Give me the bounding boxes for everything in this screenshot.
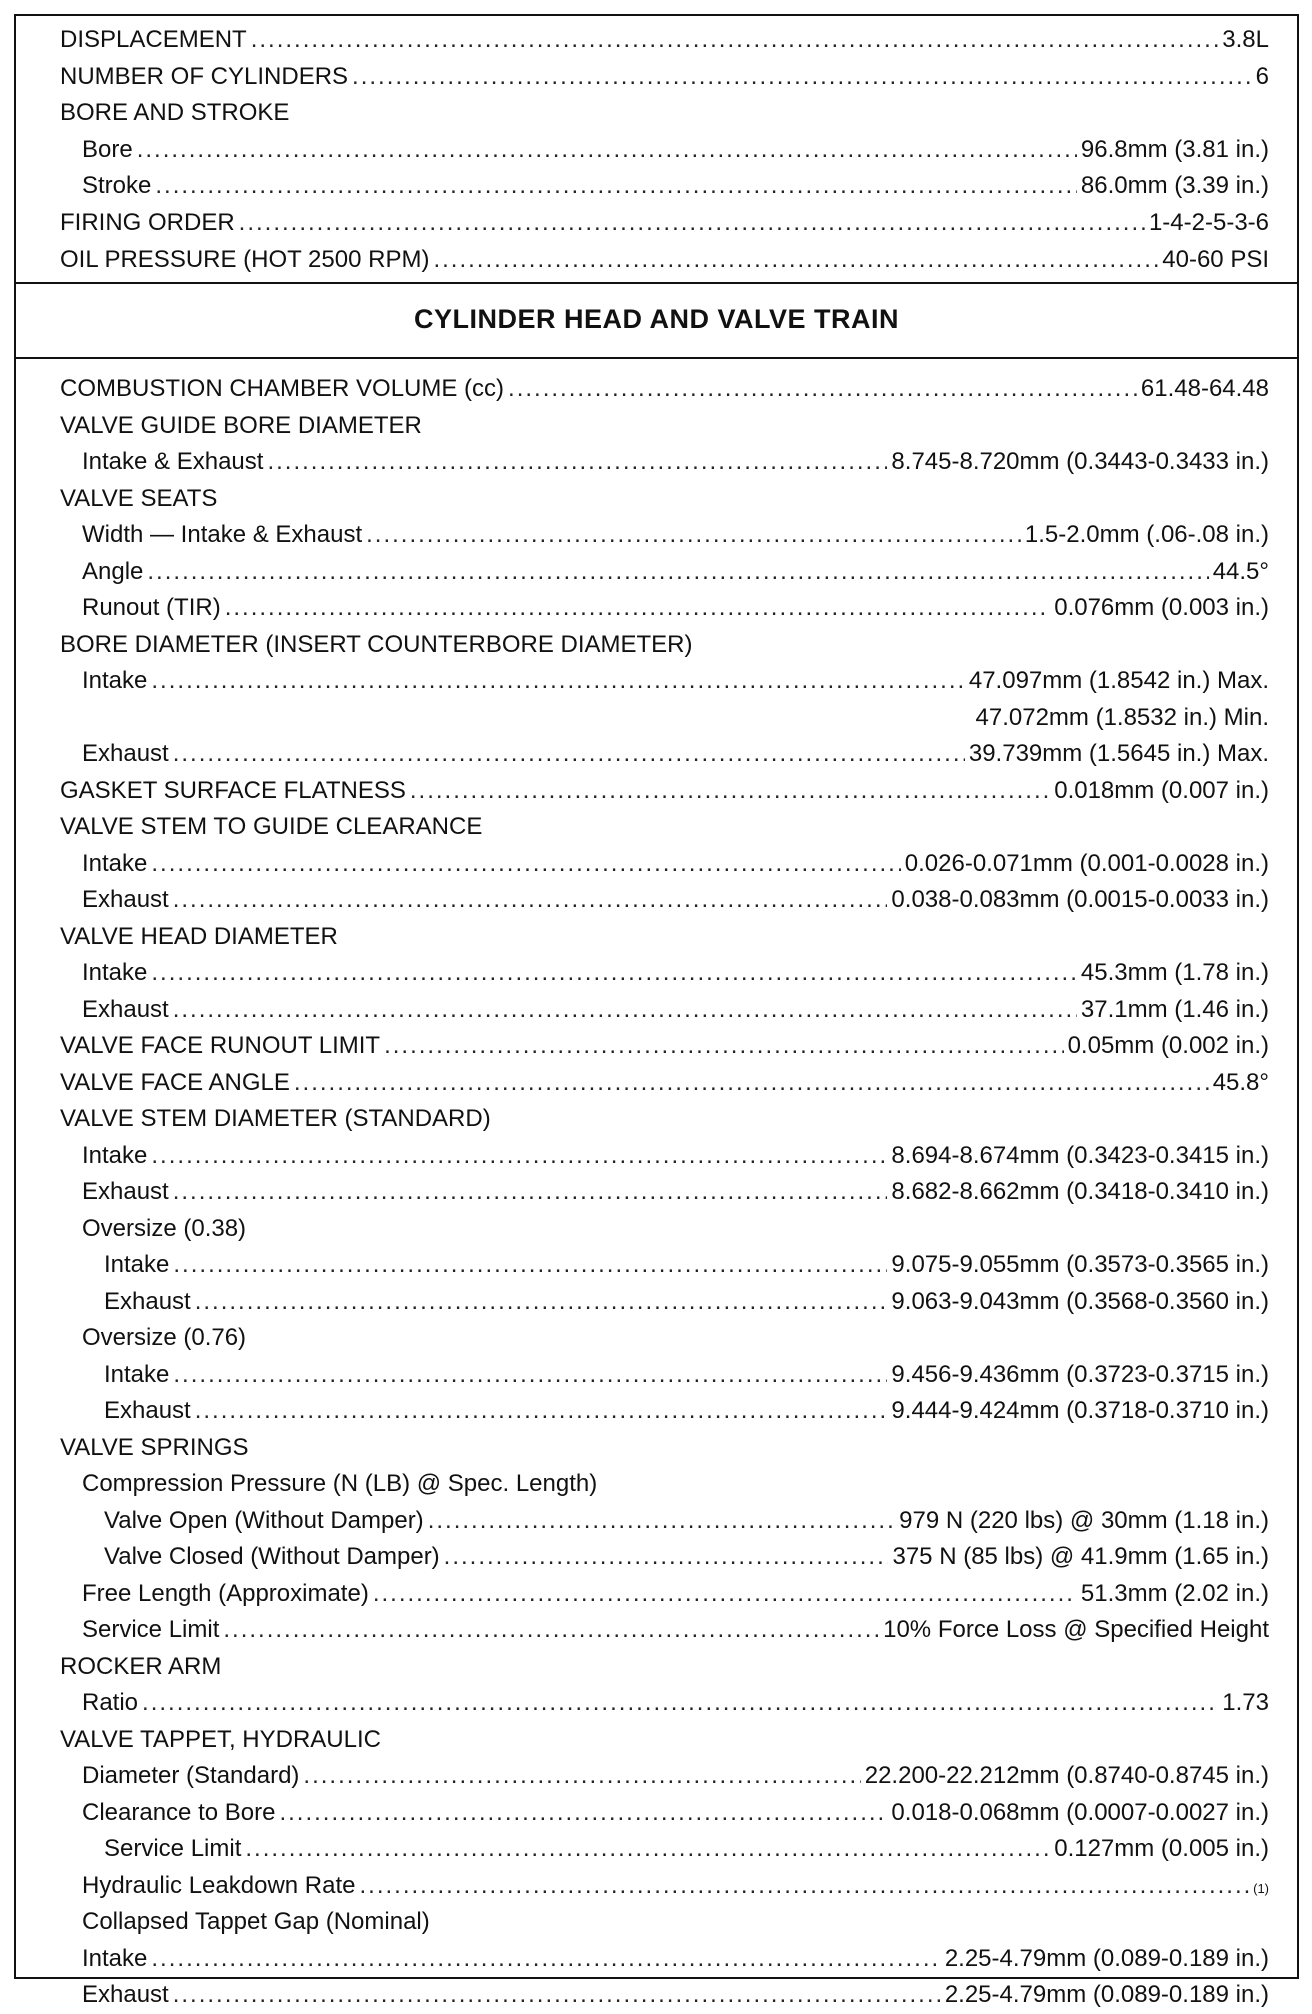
leader-dots	[173, 882, 888, 919]
spec-value: 39.739mm (1.5645 in.) Max.	[968, 740, 1269, 767]
spec-label: ROCKER ARM	[60, 1652, 222, 1680]
leader-dots	[267, 444, 887, 481]
spec-label: Runout (TIR)	[82, 594, 221, 621]
spec-row	[60, 1174, 1269, 1211]
spec-label: Exhaust	[82, 995, 169, 1023]
spec-row	[60, 1138, 1269, 1175]
spec-value: 8.745-8.720mm (0.3443-0.3433 in.)	[891, 448, 1269, 475]
leader-dots	[294, 1065, 1209, 1102]
leader-dots	[151, 1138, 887, 1175]
spec-row	[60, 590, 1269, 627]
spec-value: 47.072mm (1.8532 in.) Min.	[975, 703, 1269, 731]
spec-label: VALVE HEAD DIAMETER	[60, 922, 338, 950]
spec-label: BORE DIAMETER (INSERT COUNTERBORE DIAMETER)	[60, 630, 693, 658]
leader-dots	[359, 1868, 1249, 1905]
spec-row	[60, 1758, 1269, 1795]
general-specs-section	[16, 16, 1297, 284]
spec-label: VALVE TAPPET, HYDRAULIC	[60, 1725, 381, 1753]
spec-label: Oversize (0.38)	[82, 1214, 247, 1242]
spec-row	[60, 205, 1269, 242]
spec-label: DISPLACEMENT	[60, 26, 247, 53]
spec-label: COMBUSTION CHAMBER VOLUME (cc)	[60, 375, 505, 402]
spec-label: Intake & Exhaust	[82, 448, 264, 475]
spec-label: Collapsed Tappet Gap (Nominal)	[82, 1908, 430, 1935]
spec-row	[60, 1941, 1269, 1978]
spec-label: Angle	[82, 557, 144, 585]
spec-row	[60, 517, 1269, 554]
spec-row	[60, 1466, 1269, 1503]
spec-label: BORE AND STROKE	[60, 99, 290, 127]
spec-row	[60, 168, 1269, 205]
spec-label: Width — Intake & Exhaust	[82, 521, 363, 548]
spec-row	[60, 1722, 1269, 1759]
spec-row	[60, 444, 1269, 481]
spec-row	[60, 663, 1269, 700]
spec-label: Valve Open (Without Damper)	[104, 1506, 424, 1534]
leader-dots	[173, 1174, 888, 1211]
spec-value: 8.682-8.662mm (0.3418-0.3410 in.)	[891, 1178, 1269, 1205]
spec-row	[60, 955, 1269, 992]
spec-value: 45.8°	[1212, 1068, 1269, 1096]
spec-label: VALVE STEM DIAMETER (STANDARD)	[60, 1105, 491, 1132]
footnote-marker: (1)	[1253, 1880, 1269, 1896]
spec-value: 375 N (85 lbs) @ 41.9mm (1.65 in.)	[892, 1543, 1269, 1570]
leader-dots	[195, 1393, 888, 1430]
spec-value: 9.063-9.043mm (0.3568-0.3560 in.)	[891, 1287, 1269, 1315]
spec-row	[60, 1357, 1269, 1394]
leader-dots	[142, 1685, 1218, 1722]
spec-row	[60, 736, 1269, 773]
spec-value: 96.8mm (3.81 in.)	[1080, 135, 1269, 163]
spec-row	[60, 1977, 1269, 2014]
spec-label: Stroke	[82, 172, 152, 200]
spec-row	[60, 1430, 1269, 1467]
leader-dots	[239, 205, 1145, 242]
leader-dots	[508, 371, 1137, 408]
spec-row	[60, 59, 1269, 96]
spec-label: Intake	[82, 1141, 148, 1169]
spec-label: Exhaust	[104, 1397, 191, 1424]
spec-row	[60, 242, 1269, 279]
leader-dots	[151, 955, 1077, 992]
spec-row	[60, 846, 1269, 883]
spec-value: 0.018-0.068mm (0.0007-0.0027 in.)	[891, 1798, 1269, 1826]
spec-label: Intake	[104, 1251, 170, 1278]
spec-row	[60, 371, 1269, 408]
spec-value: 1-4-2-5-3-6	[1148, 208, 1269, 236]
spec-label: Diameter (Standard)	[82, 1762, 300, 1789]
spec-row	[60, 554, 1269, 591]
spec-label: Clearance to Bore	[82, 1798, 276, 1826]
spec-label: Service Limit	[104, 1835, 242, 1862]
spec-label: Free Length (Approximate)	[82, 1579, 369, 1607]
spec-row	[60, 1503, 1269, 1540]
spec-value: 44.5°	[1212, 557, 1269, 585]
leader-dots	[373, 1576, 1077, 1613]
leader-dots	[245, 1831, 1050, 1868]
spec-value: 22.200-22.212mm (0.8740-0.8745 in.)	[864, 1762, 1269, 1789]
leader-dots	[223, 1612, 879, 1649]
spec-label: Valve Closed (Without Damper)	[104, 1543, 440, 1570]
spec-label: VALVE FACE ANGLE	[60, 1068, 290, 1096]
spec-value: 0.026-0.071mm (0.001-0.0028 in.)	[904, 849, 1269, 877]
spec-value: 40-60 PSI	[1162, 245, 1269, 273]
spec-label: Intake	[82, 1944, 148, 1972]
spec-label: NUMBER OF CYLINDERS	[60, 62, 349, 90]
spec-row	[60, 1868, 1269, 1905]
spec-row	[60, 1211, 1269, 1248]
spec-label: Exhaust	[82, 1981, 169, 2008]
spec-row	[60, 1284, 1269, 1321]
spec-label: Service Limit	[82, 1616, 220, 1643]
leader-dots	[173, 1357, 887, 1394]
spec-label: VALVE SEATS	[60, 484, 218, 512]
spec-label: Intake	[104, 1360, 170, 1388]
spec-value: 2.25-4.79mm (0.089-0.189 in.)	[944, 1944, 1269, 1972]
spec-value: 8.694-8.674mm (0.3423-0.3415 in.)	[891, 1141, 1269, 1169]
spec-value: 6	[1255, 62, 1269, 90]
spec-label: VALVE STEM TO GUIDE CLEARANCE	[60, 813, 483, 840]
spec-row	[60, 992, 1269, 1029]
leader-dots	[444, 1539, 889, 1576]
spec-value: 10% Force Loss @ Specified Height	[883, 1616, 1269, 1643]
spec-label: Intake	[82, 849, 148, 877]
spec-row	[60, 1539, 1269, 1576]
leader-dots	[251, 22, 1219, 59]
leader-dots	[151, 663, 964, 700]
leader-dots	[147, 554, 1208, 591]
spec-row	[60, 132, 1269, 169]
spec-label: GASKET SURFACE FLATNESS	[60, 776, 406, 804]
spec-label: Hydraulic Leakdown Rate	[82, 1871, 356, 1899]
spec-value: 37.1mm (1.46 in.)	[1080, 995, 1269, 1023]
spec-row	[60, 1247, 1269, 1284]
spec-value: 47.097mm (1.8542 in.) Max.	[968, 667, 1269, 694]
spec-value: 51.3mm (2.02 in.)	[1080, 1579, 1269, 1607]
section-title: CYLINDER HEAD AND VALVE TRAIN	[413, 304, 899, 334]
section-header	[16, 282, 1297, 359]
spec-row	[60, 1831, 1269, 1868]
leader-dots	[384, 1028, 1064, 1065]
leader-dots	[173, 1977, 941, 2014]
leader-dots	[151, 846, 900, 883]
spec-row	[60, 1649, 1269, 1686]
spec-row	[60, 882, 1269, 919]
leader-dots	[225, 590, 1051, 627]
spec-value: 9.075-9.055mm (0.3573-0.3565 in.)	[891, 1251, 1269, 1278]
spec-row	[60, 408, 1269, 445]
leader-dots	[303, 1758, 860, 1795]
spec-value: 45.3mm (1.78 in.)	[1080, 959, 1269, 986]
spec-label: Intake	[82, 667, 148, 694]
general-specs-list	[60, 22, 1269, 278]
spec-row	[60, 1028, 1269, 1065]
spec-row	[60, 1065, 1269, 1102]
cylinder-head-specs-section	[16, 357, 1297, 2008]
leader-dots	[366, 517, 1021, 554]
spec-label: OIL PRESSURE (HOT 2500 RPM)	[60, 245, 430, 273]
spec-label: Bore	[82, 135, 133, 163]
spec-value: 0.038-0.083mm (0.0015-0.0033 in.)	[891, 886, 1269, 913]
spec-row	[60, 95, 1269, 132]
spec-value: 979 N (220 lbs) @ 30mm (1.18 in.)	[899, 1506, 1269, 1534]
leader-dots	[173, 1247, 887, 1284]
leader-dots	[173, 992, 1077, 1029]
spec-value: 1.5-2.0mm (.06-.08 in.)	[1024, 521, 1269, 548]
spec-value: 86.0mm (3.39 in.)	[1080, 172, 1269, 200]
spec-row	[60, 809, 1269, 846]
spec-row	[60, 22, 1269, 59]
spec-value: 2.25-4.79mm (0.089-0.189 in.)	[944, 1981, 1269, 2008]
spec-value: 9.456-9.436mm (0.3723-0.3715 in.)	[891, 1360, 1269, 1388]
spec-row	[60, 773, 1269, 810]
spec-label: FIRING ORDER	[60, 208, 235, 236]
spec-value: 1.73	[1222, 1689, 1269, 1716]
spec-row	[60, 1393, 1269, 1430]
spec-row	[60, 1320, 1269, 1357]
cylinder-head-specs-list	[60, 371, 1269, 2014]
spec-row	[60, 1576, 1269, 1613]
leader-dots	[352, 59, 1252, 96]
spec-label: VALVE FACE RUNOUT LIMIT	[60, 1032, 381, 1059]
spec-row	[60, 1795, 1269, 1832]
spec-value: 0.018mm (0.007 in.)	[1054, 776, 1269, 804]
spec-value: 9.444-9.424mm (0.3718-0.3710 in.)	[891, 1397, 1269, 1424]
spec-row	[60, 1612, 1269, 1649]
spec-value: 61.48-64.48	[1140, 375, 1269, 402]
spec-label: VALVE GUIDE BORE DIAMETER	[60, 411, 422, 439]
spec-label: Oversize (0.76)	[82, 1324, 247, 1351]
spec-row	[60, 627, 1269, 664]
spec-row	[60, 1101, 1269, 1138]
spec-value: 0.127mm (0.005 in.)	[1054, 1835, 1269, 1862]
spec-sheet	[14, 14, 1299, 2008]
spec-label: Exhaust	[82, 886, 169, 913]
leader-dots	[410, 773, 1050, 810]
spec-label: Exhaust	[82, 740, 169, 767]
leader-dots	[279, 1795, 887, 1832]
spec-label: Intake	[82, 959, 148, 986]
spec-row	[60, 700, 1269, 737]
leader-dots	[137, 132, 1077, 169]
leader-dots	[428, 1503, 895, 1540]
leader-dots	[195, 1284, 888, 1321]
spec-label: VALVE SPRINGS	[60, 1433, 249, 1461]
spec-label: Compression Pressure (N (LB) @ Spec. Length)	[82, 1470, 598, 1497]
spec-value: 3.8L	[1222, 26, 1269, 53]
spec-label: Ratio	[82, 1689, 139, 1716]
spec-value: 0.05mm (0.002 in.)	[1067, 1032, 1269, 1059]
spec-row	[60, 1904, 1269, 1941]
spec-row	[60, 481, 1269, 518]
leader-dots	[155, 168, 1077, 205]
spec-value: 0.076mm (0.003 in.)	[1054, 594, 1269, 621]
leader-dots	[151, 1941, 940, 1978]
spec-row	[60, 919, 1269, 956]
leader-dots	[173, 736, 965, 773]
spec-row	[60, 1685, 1269, 1722]
spec-label: Exhaust	[82, 1178, 169, 1205]
leader-dots	[433, 242, 1158, 279]
spec-label: Exhaust	[104, 1287, 191, 1315]
